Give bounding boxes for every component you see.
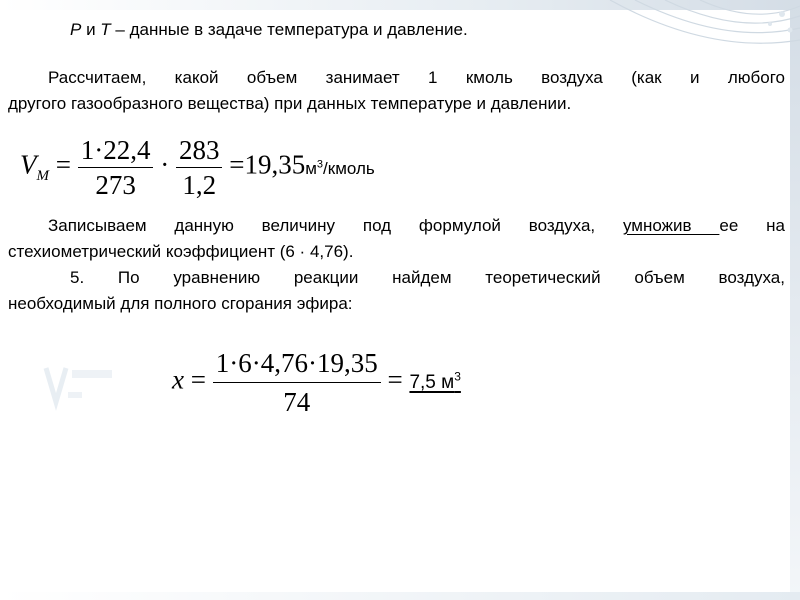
paragraph-4-line-2: необходимый для полного сгорания эфира: bbox=[8, 294, 353, 313]
formula1-unit-base: м bbox=[305, 158, 317, 178]
formula2-result-sup: 3 bbox=[454, 370, 461, 384]
formula2-var: x bbox=[172, 364, 184, 395]
formula2-eq2: = bbox=[387, 364, 403, 395]
intro-conj: и bbox=[81, 20, 101, 39]
formula1-result: =19,35 bbox=[229, 149, 306, 180]
para3-post: ее на bbox=[719, 216, 785, 235]
formula1-sub: M bbox=[36, 168, 49, 185]
paragraph-4-line-1: 5. По уравнению реакции найдем теоретический объем воздуха, bbox=[70, 268, 785, 287]
formula2-fraction bbox=[213, 344, 381, 421]
p-symbol: P bbox=[70, 20, 82, 39]
formula1-frac2-numerator: 283 bbox=[178, 134, 220, 165]
formula1-frac1-denominator: 273 bbox=[78, 167, 154, 202]
formula1-frac2-denominator: 1,2 bbox=[176, 167, 223, 202]
formula1-eq: = bbox=[55, 149, 71, 180]
para3-pre: Записываем данную величину под формулой воздуха, bbox=[48, 216, 623, 235]
paragraph-3-line-2: стехиометрический коэффициент (6 · 4,76). bbox=[8, 242, 354, 261]
formula1-var: V bbox=[20, 149, 37, 180]
t-symbol: T bbox=[100, 20, 111, 39]
formula1-dot: · bbox=[160, 149, 170, 180]
formula1-frac1-numerator: 1·22,4 bbox=[80, 134, 151, 165]
air-volume-formula bbox=[172, 337, 461, 417]
intro-line bbox=[70, 17, 468, 43]
formula1-fraction-2 bbox=[176, 133, 223, 202]
intro-rest: – данные в задаче температура и давление. bbox=[110, 20, 468, 39]
formula2-numerator: 1·6·4,76·19,35 bbox=[215, 347, 378, 378]
formula2-eq: = bbox=[190, 364, 206, 395]
para3-underlined: умножив bbox=[623, 216, 720, 235]
formula1-unit bbox=[305, 159, 375, 178]
paragraph-3-line-1 bbox=[48, 213, 785, 239]
right-frame-border bbox=[790, 0, 800, 600]
bottom-frame-border bbox=[0, 592, 800, 600]
formula1-unit-sup: 3 bbox=[316, 158, 324, 170]
formula2-result-base: 7,5 м bbox=[409, 372, 455, 394]
paragraph-2-line-2: другого газообразного вещества) при данных температуре и давлении. bbox=[8, 94, 572, 113]
formula2-result bbox=[409, 372, 460, 393]
formula1-unit-rest: /кмоль bbox=[323, 158, 375, 178]
paragraph-2-line-1: Рассчитаем, какой объем занимает 1 кмоль воздуха (как и любого bbox=[48, 68, 785, 87]
formula2-denominator: 74 bbox=[213, 382, 381, 421]
formula1-fraction-1 bbox=[78, 133, 154, 202]
molar-volume-formula bbox=[20, 124, 375, 204]
faint-background-mark bbox=[42, 362, 152, 412]
